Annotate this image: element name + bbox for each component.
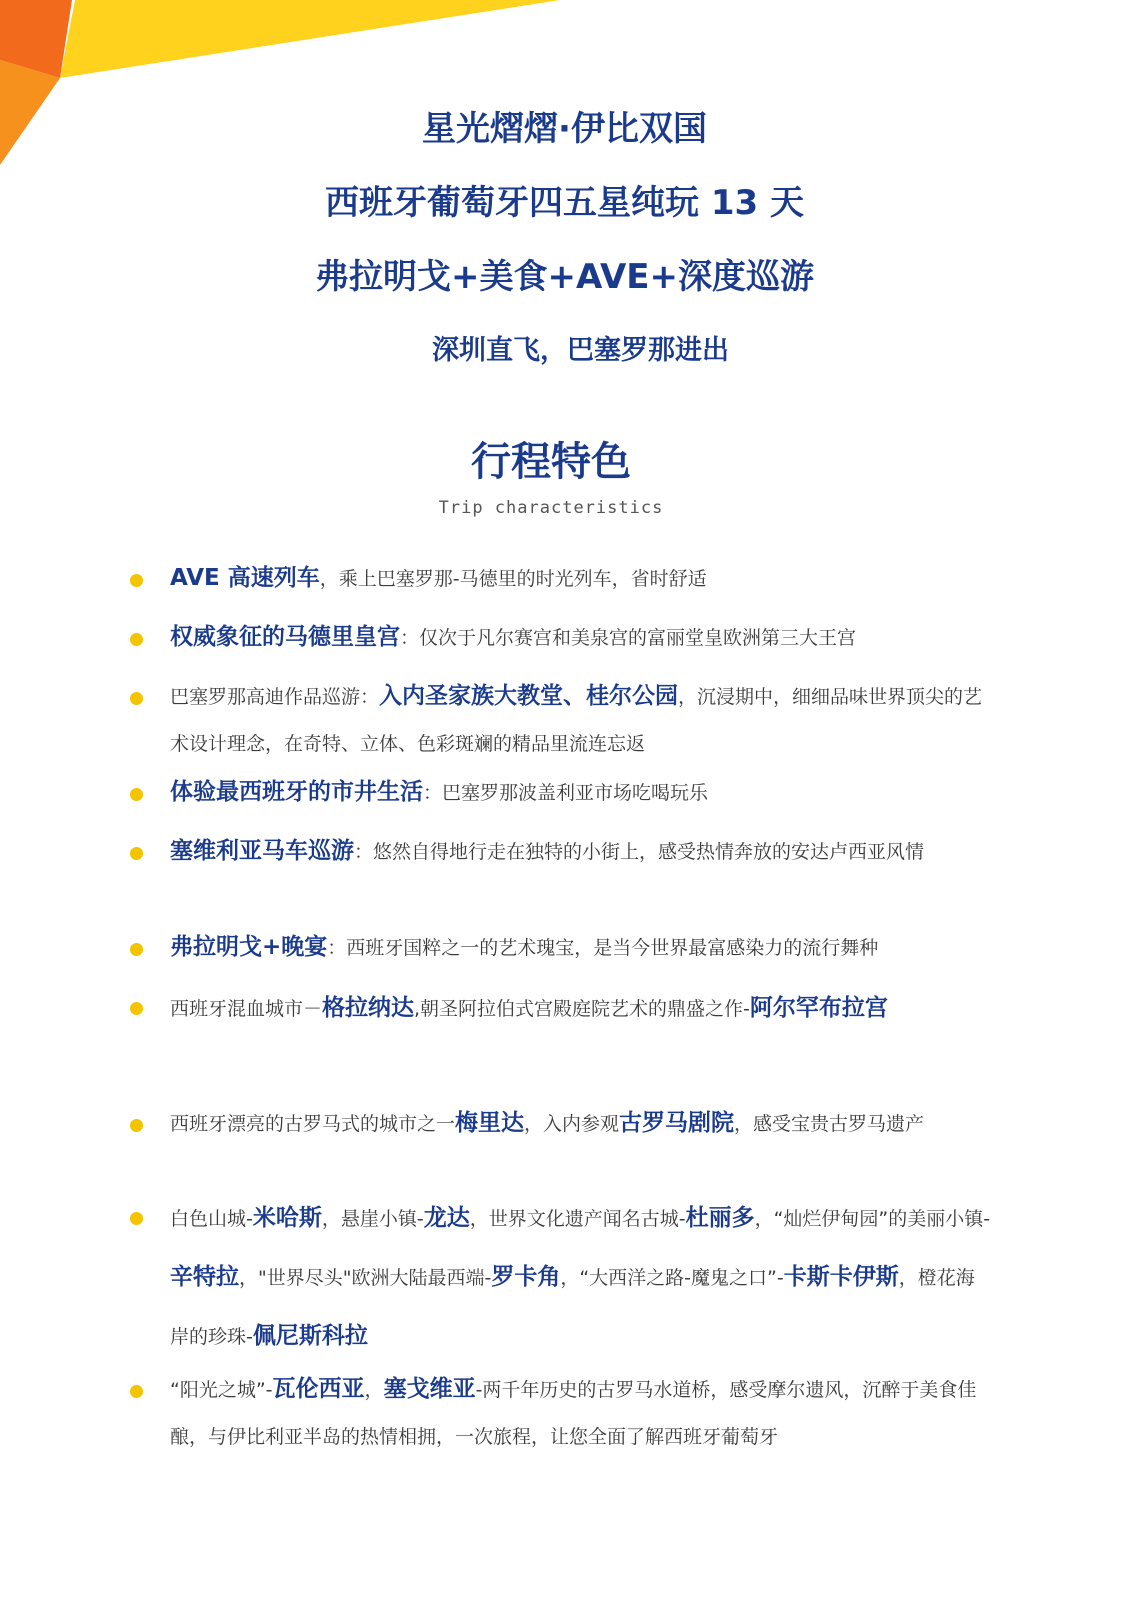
feature-detail: 西班牙漂亮的古罗马式的城市之一: [170, 1113, 456, 1135]
feature-text: [170, 555, 992, 603]
feature-text: [170, 769, 992, 817]
bullet-dot-icon: [130, 633, 143, 646]
feature-text: [170, 979, 992, 1038]
feature-detail: ,朝圣阿拉伯式宫殿庭院艺术的鼎盛之作-: [414, 998, 750, 1020]
feature-highlight: 龙达: [423, 1205, 470, 1231]
feature-highlight: 杜丽多: [685, 1205, 755, 1231]
feature-detail: ，沉浸期中，细细品味世界顶尖的艺术设计理念，在奇特、立体、色彩斑斓的精品里流连忘返: [170, 686, 983, 755]
section-heading: [0, 436, 1102, 518]
feature-detail: ：仅次于凡尔赛宫和美泉宫的富丽堂皇欧洲第三大王宫: [400, 627, 857, 649]
feature-detail: ，乘上巴塞罗那-马德里的时光列车，省时舒适: [319, 568, 707, 590]
feature-text: [170, 1189, 992, 1366]
trip-title-line-2: 西班牙葡萄牙四五星纯玩 13 天: [325, 183, 804, 223]
feature-highlight: AVE 高速列车: [170, 565, 320, 591]
bullet-dot-icon: [130, 943, 143, 956]
feature-text: [170, 614, 992, 662]
feature-detail: 巴塞罗那高迪作品巡游：: [170, 686, 380, 708]
feature-detail: -两千年历史的古罗马水道桥，感受摩尔遗风，沉醉于美食佳酿，与伊比利亚半岛的热情相拥，一次旅程，让您全面了解西班牙葡萄牙: [170, 1379, 977, 1448]
feature-highlight: 权威象征的马德里皇宫: [170, 624, 400, 650]
feature-highlight: 梅里达: [455, 1110, 525, 1136]
bullet-dot-icon: [130, 1385, 143, 1398]
feature-detail: ，入内参观: [524, 1113, 620, 1135]
bullet-dot-icon: [130, 574, 143, 587]
bullet-dot-icon: [130, 847, 143, 860]
feature-detail: ，“灿烂伊甸园”的美丽小镇-: [754, 1208, 991, 1230]
feature-highlight: 塞维利亚马车巡游: [170, 838, 354, 864]
feature-highlight: 罗卡角: [491, 1264, 561, 1290]
feature-text: [170, 828, 992, 876]
feature-highlight: 卡斯卡伊斯: [783, 1264, 899, 1290]
feature-highlight: 塞戈维亚: [383, 1376, 476, 1402]
feature-highlight: 入内圣家族大教堂、桂尔公园: [379, 683, 679, 709]
feature-highlight: 辛特拉: [170, 1264, 239, 1290]
feature-detail: ，世界文化遗产闻名古城-: [469, 1208, 686, 1230]
feature-detail: ：巴塞罗那波盖利亚市场吃喝玩乐: [423, 782, 709, 804]
bullet-dot-icon: [130, 1119, 143, 1132]
bullet-dot-icon: [130, 1002, 143, 1015]
feature-highlight: 古罗马剧院: [619, 1110, 735, 1136]
feature-highlight: 弗拉明戈+晚宴: [170, 934, 328, 960]
trip-header: [0, 92, 1129, 366]
trip-title-line-1: 星光熠熠·伊比双国: [422, 109, 707, 149]
trip-route-subtitle: 深圳直飞，巴塞罗那进出: [432, 335, 729, 366]
feature-detail: ，悬崖小镇-: [321, 1208, 424, 1230]
bullet-dot-icon: [130, 788, 143, 801]
section-title: 行程特色: [471, 439, 631, 485]
feature-text: [170, 1366, 992, 1461]
feature-detail: “阳光之城”-: [170, 1379, 273, 1401]
feature-highlight: 格拉纳达: [322, 995, 415, 1021]
feature-detail: 西班牙混血城市－: [170, 998, 323, 1020]
bullet-dot-icon: [130, 1212, 143, 1225]
section-subtitle: Trip characteristics: [438, 498, 664, 518]
feature-text: [170, 924, 992, 972]
corner-yellow-shape: [60, 0, 560, 78]
feature-detail: ：西班牙国粹之一的艺术瑰宝，是当今世界最富感染力的流行舞种: [327, 937, 879, 959]
feature-detail: ，“大西洋之路-魔鬼之口”-: [560, 1267, 784, 1289]
feature-detail: 白色山城-: [170, 1208, 253, 1230]
bullet-dot-icon: [130, 692, 143, 705]
feature-text: [170, 673, 992, 768]
feature-highlight: 阿尔罕布拉宫: [749, 995, 888, 1021]
feature-highlight: 体验最西班牙的市井生活: [170, 779, 423, 805]
trip-title-line-3: 弗拉明戈+美食+AVE+深度巡游: [314, 257, 814, 297]
feature-text: [170, 1100, 992, 1148]
feature-highlight: 瓦伦西亚: [272, 1376, 365, 1402]
feature-highlight: 米哈斯: [252, 1205, 322, 1231]
feature-detail: ，"世界尽头"欧洲大陆最西端-: [239, 1267, 492, 1289]
feature-detail: ，感受宝贵古罗马遗产: [734, 1113, 925, 1135]
feature-detail: ，: [364, 1379, 384, 1401]
feature-highlight: 佩尼斯科拉: [252, 1323, 368, 1349]
feature-detail: ：悠然自得地行走在独特的小街上，感受热情奔放的安达卢西亚风情: [354, 841, 925, 863]
feature-detail: ，橙花海岸的珍珠-: [170, 1267, 975, 1348]
